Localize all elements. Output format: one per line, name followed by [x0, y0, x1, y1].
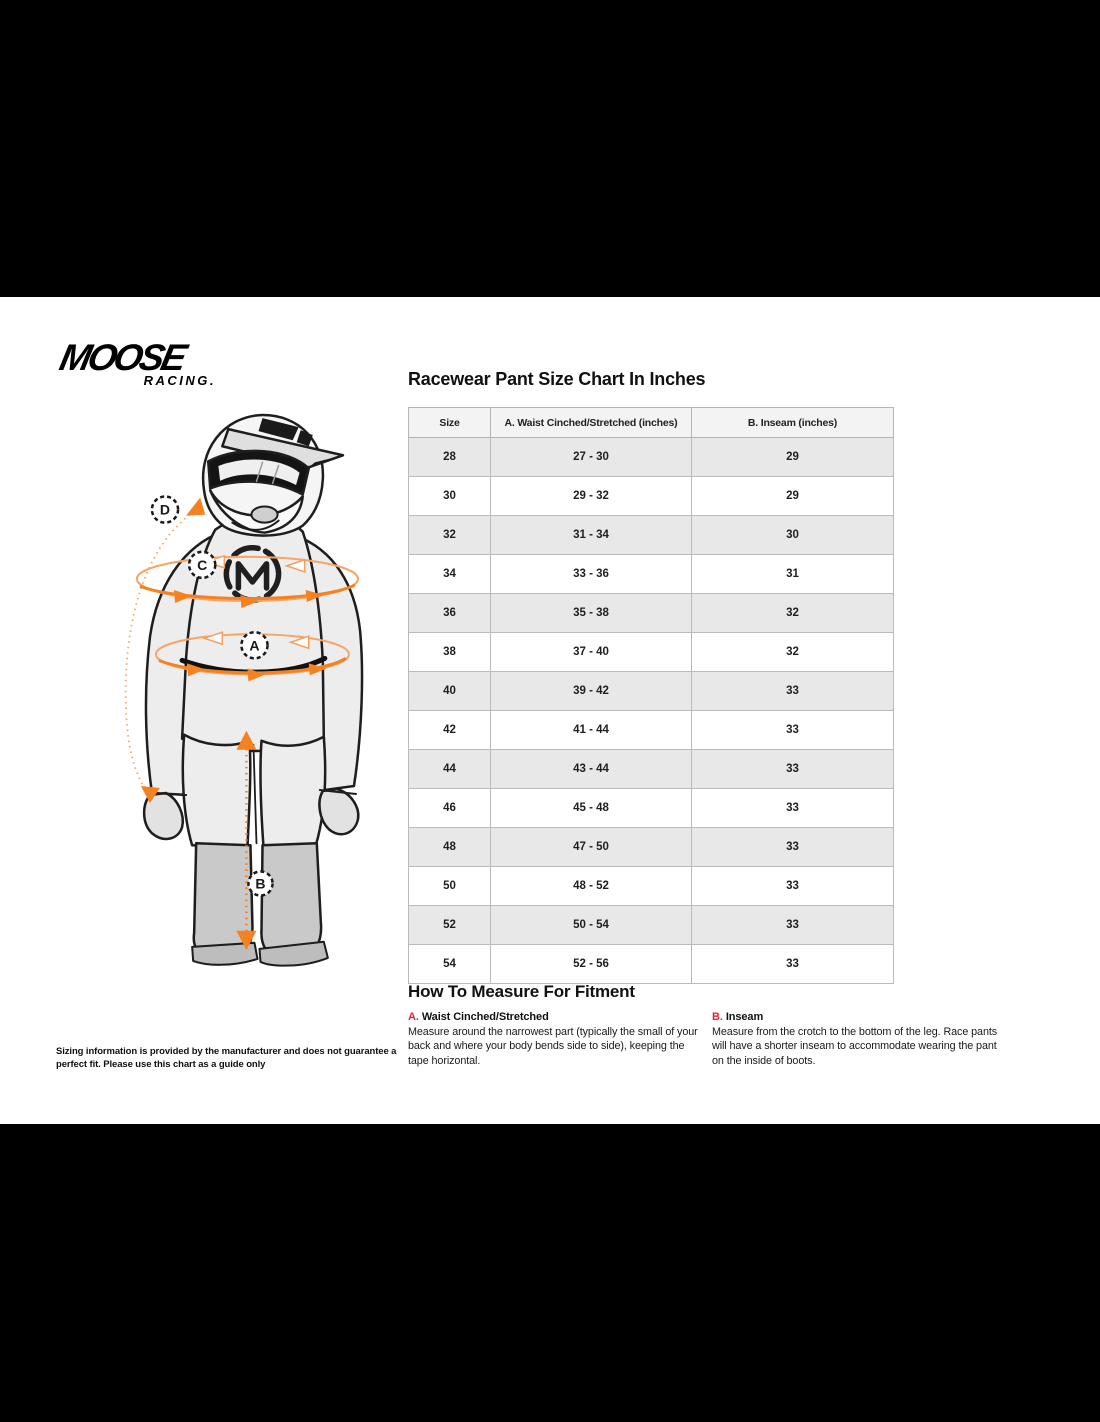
table-cell: 41 - 44: [491, 711, 692, 750]
table-row: [409, 438, 894, 477]
disclaimer-text: Sizing information is provided by the manufacturer and does not guarantee a perfect fit. Please use this chart as a guide only: [56, 1046, 397, 1071]
moose-racing-logo: [56, 337, 222, 389]
size-chart-table: [408, 407, 894, 984]
table-header-cell: A. Waist Cinched/Stretched (inches): [491, 408, 692, 438]
rider-measurement-diagram: [110, 401, 410, 979]
table-cell: 32: [692, 633, 894, 672]
table-cell: 37 - 40: [491, 633, 692, 672]
table-row: [409, 555, 894, 594]
table-row: [409, 516, 894, 555]
table-row: [409, 906, 894, 945]
table-cell: 30: [409, 477, 491, 516]
table-cell: 29 - 32: [491, 477, 692, 516]
table-cell: 39 - 42: [491, 672, 692, 711]
logo-subtext: RACING.: [143, 373, 216, 389]
label-a: [241, 632, 267, 658]
label-c-text: C: [197, 556, 208, 573]
table-cell: 36: [409, 594, 491, 633]
table-cell: 33: [692, 789, 894, 828]
size-chart-title: Racewear Pant Size Chart In Inches: [408, 369, 706, 389]
table-cell: 33 - 36: [491, 555, 692, 594]
table-cell: 31: [692, 555, 894, 594]
how-to-item-inseam: [712, 1011, 1002, 1068]
how-to-item-waist: [408, 1011, 698, 1068]
table-row: [409, 789, 894, 828]
table-cell: 40: [409, 672, 491, 711]
item-letter: B.: [712, 1011, 723, 1023]
content-panel: [0, 297, 1100, 1124]
table-cell: 50: [409, 867, 491, 906]
item-body: Measure around the narrowest part (typically the small of your back and where your body bends side to side), keeping the tape horizontal.: [408, 1026, 698, 1067]
table-cell: 42: [409, 711, 491, 750]
table-row: [409, 828, 894, 867]
table-cell: 30: [692, 516, 894, 555]
label-c: [189, 552, 215, 578]
table-cell: 52: [409, 906, 491, 945]
table-row: [409, 672, 894, 711]
label-d-text: D: [159, 501, 171, 518]
table-cell: 33: [692, 672, 894, 711]
table-cell: 48: [409, 828, 491, 867]
table-header-row: [409, 408, 894, 438]
table-cell: 29: [692, 438, 894, 477]
table-cell: 44: [409, 750, 491, 789]
table-cell: 29: [692, 477, 894, 516]
table-cell: 33: [692, 711, 894, 750]
table-cell: 43 - 44: [491, 750, 692, 789]
table-cell: 32: [409, 516, 491, 555]
table-cell: 28: [409, 438, 491, 477]
label-b-text: B: [255, 875, 266, 892]
table-cell: 45 - 48: [491, 789, 692, 828]
table-cell: 46: [409, 789, 491, 828]
rider-illustration: [110, 401, 410, 979]
table-cell: 48 - 52: [491, 867, 692, 906]
table-cell: 52 - 56: [491, 945, 692, 984]
item-letter: A.: [408, 1011, 419, 1023]
label-d: [152, 496, 178, 522]
table-row: [409, 477, 894, 516]
table-row: [409, 633, 894, 672]
table-cell: 27 - 30: [491, 438, 692, 477]
how-to-title: How To Measure For Fitment: [408, 982, 635, 1001]
table-cell: 50 - 54: [491, 906, 692, 945]
table-header-cell: B. Inseam (inches): [692, 408, 894, 438]
table-cell: 33: [692, 750, 894, 789]
table-row: [409, 711, 894, 750]
item-heading-row: [408, 1011, 698, 1023]
table-cell: 54: [409, 945, 491, 984]
table-cell: 31 - 34: [491, 516, 692, 555]
table-header-cell: Size: [409, 408, 491, 438]
logo-wordmark: MOOSE: [56, 337, 188, 378]
table-row: [409, 945, 894, 984]
table-row: [409, 867, 894, 906]
table-cell: 35 - 38: [491, 594, 692, 633]
table-row: [409, 750, 894, 789]
table-cell: 38: [409, 633, 491, 672]
item-body: Measure from the crotch to the bottom of the leg. Race pants will have a shorter inseam to accommodate wearing the pant on the inside of boots.: [712, 1026, 998, 1067]
table-cell: 33: [692, 945, 894, 984]
table-cell: 47 - 50: [491, 828, 692, 867]
item-heading: Inseam: [725, 1011, 764, 1023]
table-cell: 33: [692, 906, 894, 945]
table-cell: 32: [692, 594, 894, 633]
table-cell: 33: [692, 828, 894, 867]
label-b: [248, 871, 272, 895]
item-heading-row: [712, 1011, 1002, 1023]
table-row: [409, 594, 894, 633]
how-to-columns: [408, 1011, 1018, 1068]
table-cell: 34: [409, 555, 491, 594]
label-a-text: A: [249, 637, 260, 654]
item-heading: Waist Cinched/Stretched: [421, 1011, 549, 1023]
table-cell: 33: [692, 867, 894, 906]
